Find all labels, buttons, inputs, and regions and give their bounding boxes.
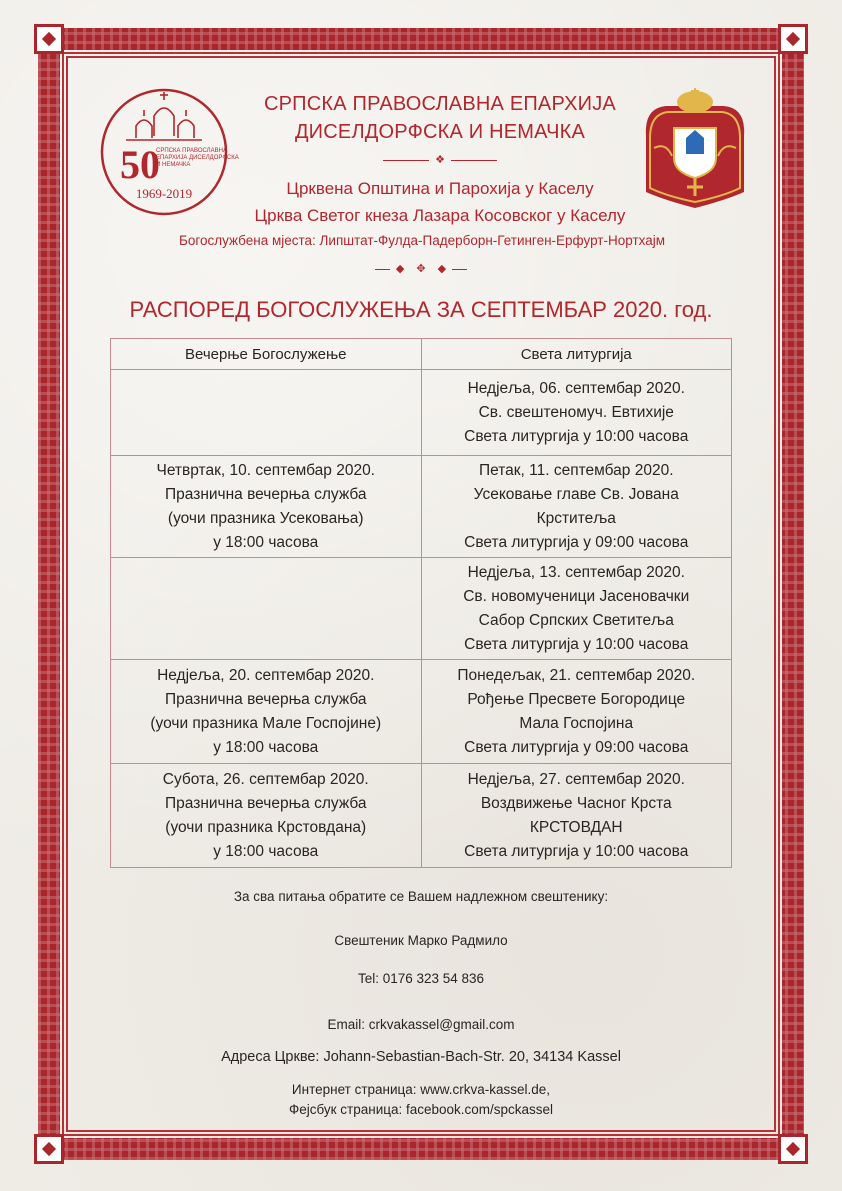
- cell-line: Понедељак, 21. септембар 2020.: [457, 666, 696, 684]
- church-address: Адреса Цркве: Johann-Sebastian-Bach-Str. 20, 34134 Kassel: [221, 1049, 621, 1065]
- corner-ornament: [778, 24, 808, 54]
- cell-line: Усековање главе Св. Јована: [473, 485, 679, 503]
- corner-ornament: [34, 24, 64, 54]
- header-liturgy: Света литургија: [421, 339, 732, 370]
- cell-line: Петак, 11. септембар 2020.: [478, 461, 674, 479]
- cell-line: Субота, 26. септембар 2020.: [162, 770, 369, 788]
- evening-service-cell: [111, 456, 422, 558]
- table-row: [111, 764, 732, 868]
- eparchy-title-line-2: ДИСЕЛДОРФСКА И НЕМАЧКА: [294, 121, 586, 143]
- email-address: Email: crkvakassel@gmail.com: [327, 1017, 515, 1032]
- schedule-table: [110, 338, 732, 868]
- liturgy-cell: [421, 764, 732, 868]
- table-header-row: [111, 339, 732, 370]
- schedule-body: [111, 370, 732, 868]
- cell-line: КРСТОВДАН: [529, 818, 623, 836]
- header-evening: Вечерње Богослужење: [111, 339, 422, 370]
- contact-note: За сва питања обратите се Вашем надлежном свештенику:: [233, 889, 609, 904]
- cell-line: Света литургија у 09:00 часова: [464, 738, 689, 756]
- cell-line: у 18:00 часова: [213, 533, 319, 551]
- cell-line: Празнична вечерња служба: [165, 485, 367, 503]
- logo-number: 50: [120, 142, 160, 187]
- cell-line: Сабор Српских Светитеља: [478, 611, 674, 629]
- cell-line: (уочи празника Усековања): [167, 509, 364, 527]
- cell-line: Рођење Пресвете Богородице: [467, 690, 686, 708]
- parish-name: Црквена Општина и Парохија у Каселу: [286, 179, 594, 198]
- cell-line: Св. свештеномуч. Евтихије: [478, 403, 674, 421]
- cell-line: Недјеља, 13. септембар 2020.: [467, 563, 685, 581]
- liturgy-cell: [421, 660, 732, 764]
- cell-line: Св. новомученици Јасеновачки: [463, 587, 690, 605]
- table-row: [111, 456, 732, 558]
- cell-line: у 18:00 часова: [213, 738, 319, 756]
- facebook-link[interactable]: Фејсбук страница: facebook.com/spckassel: [288, 1102, 554, 1117]
- cell-line: Четвртак, 10. септембар 2020.: [156, 461, 375, 479]
- ornament-divider: ◆ ✥ ◆: [375, 264, 467, 274]
- logo-text-1: СРПСКА ПРАВОСЛАВНА: [156, 148, 227, 154]
- cell-line: у 18:00 часова: [213, 842, 319, 860]
- cell-line: Недјеља, 20. септембар 2020.: [157, 666, 375, 684]
- cell-line: Света литургија у 09:00 часова: [464, 533, 689, 551]
- schedule-title: РАСПОРЕД БОГОСЛУЖЕЊА ЗА СЕПТЕМБАР 2020. год.: [129, 297, 713, 322]
- table-row: [111, 558, 732, 660]
- cell-line: Света литургија у 10:00 часова: [464, 635, 689, 653]
- cell-line: Крститеља: [536, 509, 616, 527]
- cell-line: Празнична вечерња служба: [165, 690, 367, 708]
- ornament-divider: ❖: [375, 155, 505, 165]
- logo-years: 1969-2019: [135, 186, 193, 201]
- service-places: Богослужбена мјеста: Липштат-Фулда-Падерборн-Гетинген-Ерфурт-Нортхајм: [178, 233, 666, 248]
- church-name: Црква Светог кнеза Лазара Косовског у Каселу: [254, 206, 626, 225]
- cell-line: Света литургија у 10:00 часова: [464, 842, 689, 860]
- evening-service-cell: [111, 558, 422, 660]
- cell-line: (уочи празника Мале Госпојине): [150, 714, 382, 732]
- cell-line: Празнична вечерња служба: [165, 794, 367, 812]
- cell-line: (уочи празника Крстовдана): [165, 818, 367, 836]
- corner-ornament: [34, 1134, 64, 1164]
- phone-number: Tel: 0176 323 54 836: [357, 971, 485, 986]
- evening-service-cell: [111, 764, 422, 868]
- evening-service-cell: [111, 370, 422, 456]
- table-row: [111, 660, 732, 764]
- logo-text-2: ЕПАРХИЈА ДИСЕЛДОРФСКА: [156, 155, 239, 161]
- cell-line: Света литургија у 10:00 часова: [464, 427, 689, 445]
- evening-service-cell: [111, 660, 422, 764]
- liturgy-cell: [421, 456, 732, 558]
- website-link[interactable]: Интернет страница: www.crkva-kassel.de,: [291, 1082, 551, 1097]
- logo-text-3: И НЕМАЧКА: [156, 162, 191, 168]
- liturgy-cell: [421, 370, 732, 456]
- priest-name: Свештеник Марко Радмило: [334, 933, 508, 948]
- cell-line: Недјеља, 27. септембар 2020.: [467, 770, 685, 788]
- table-row: [111, 370, 732, 456]
- corner-ornament: [778, 1134, 808, 1164]
- eparchy-title-line-1: СРПСКА ПРАВОСЛАВНА ЕПАРХИЈА: [264, 93, 616, 115]
- cell-line: Воздвижење Часног Крста: [480, 794, 672, 812]
- cell-line: Недјеља, 06. септембар 2020.: [467, 379, 685, 397]
- cell-line: Мала Госпојина: [519, 714, 634, 732]
- liturgy-cell: [421, 558, 732, 660]
